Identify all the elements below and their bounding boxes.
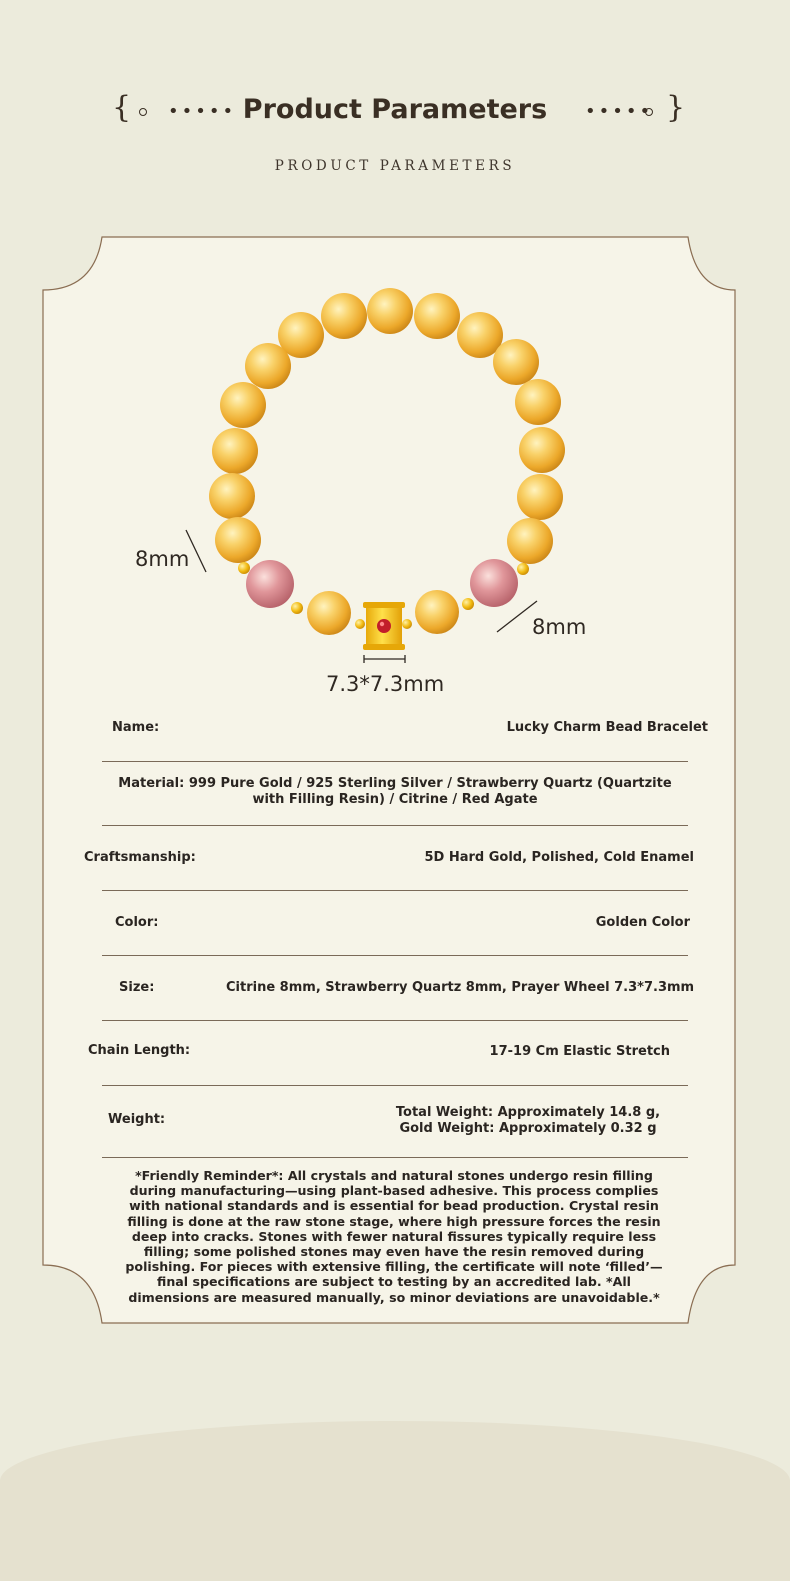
craftsmanship-label: Craftsmanship: (84, 850, 196, 865)
craftsmanship-value: 5D Hard Gold, Polished, Cold Enamel (424, 850, 694, 865)
divider (102, 1020, 688, 1021)
weight-label: Weight: (108, 1112, 166, 1127)
divider (102, 1085, 688, 1086)
bead-size-label-right: 8mm (532, 615, 587, 639)
charm-size-label: 7.3*7.3mm (326, 672, 445, 696)
color-value: Golden Color (595, 915, 690, 930)
chain-length-label: Chain Length: (88, 1043, 191, 1058)
prayer-wheel-charm (363, 602, 405, 650)
right-dots-ornament: ••••• (585, 101, 654, 122)
size-label: Size: (119, 980, 155, 995)
weight-value: Total Weight: Approximately 14.8 g, Gold Weight: Approximately 0.32 g (395, 1105, 661, 1136)
bracelet-image (0, 0, 790, 720)
page-subtitle: PRODUCT PARAMETERS (274, 158, 516, 174)
material-text: Material: 999 Pure Gold / 925 Sterling Silver / Strawberry Quartz (Quartzite with Filling Resin) / Citrine / Red Agate (118, 776, 672, 807)
size-value: Citrine 8mm, Strawberry Quartz 8mm, Prayer Wheel 7.3*7.3mm (226, 980, 695, 995)
right-brace-ornament: } (666, 90, 686, 125)
left-dots-ornament: ••••• (168, 101, 237, 122)
divider (102, 1157, 688, 1158)
name-label: Name: (112, 720, 160, 735)
left-brace-ornament: { (112, 90, 132, 125)
friendly-reminder-text: *Friendly Reminder*: All crystals and natural stones undergo resin filling during manufacturing—using plant-based adhesive. This process complies with national standards and is essential for bead production. Crystal resin filling is done at the raw stone stage, where high pressure forces the resin deep into cracks. Stones with fewer natural fissures typically require less filling; some polished stones may even have the resin removed during polishing. For pieces with extensive filling, the certificate will note ‘filled’—final specifications are subject to testing by an accredited lab. *All dimensions are measured manually, so minor deviations are unavoidable.* (125, 1168, 663, 1305)
dimension-line-right (497, 601, 537, 632)
page-title: Product Parameters (242, 94, 548, 125)
chain-length-value: 17-19 Cm Elastic Stretch (489, 1044, 670, 1059)
bead-size-label-left: 8mm (135, 547, 190, 571)
divider (102, 761, 688, 762)
divider (102, 890, 688, 891)
name-value: Lucky Charm Bead Bracelet (506, 720, 708, 735)
color-label: Color: (115, 915, 159, 930)
divider (102, 955, 688, 956)
divider (102, 825, 688, 826)
strawberry-quartz-beads (246, 559, 518, 608)
